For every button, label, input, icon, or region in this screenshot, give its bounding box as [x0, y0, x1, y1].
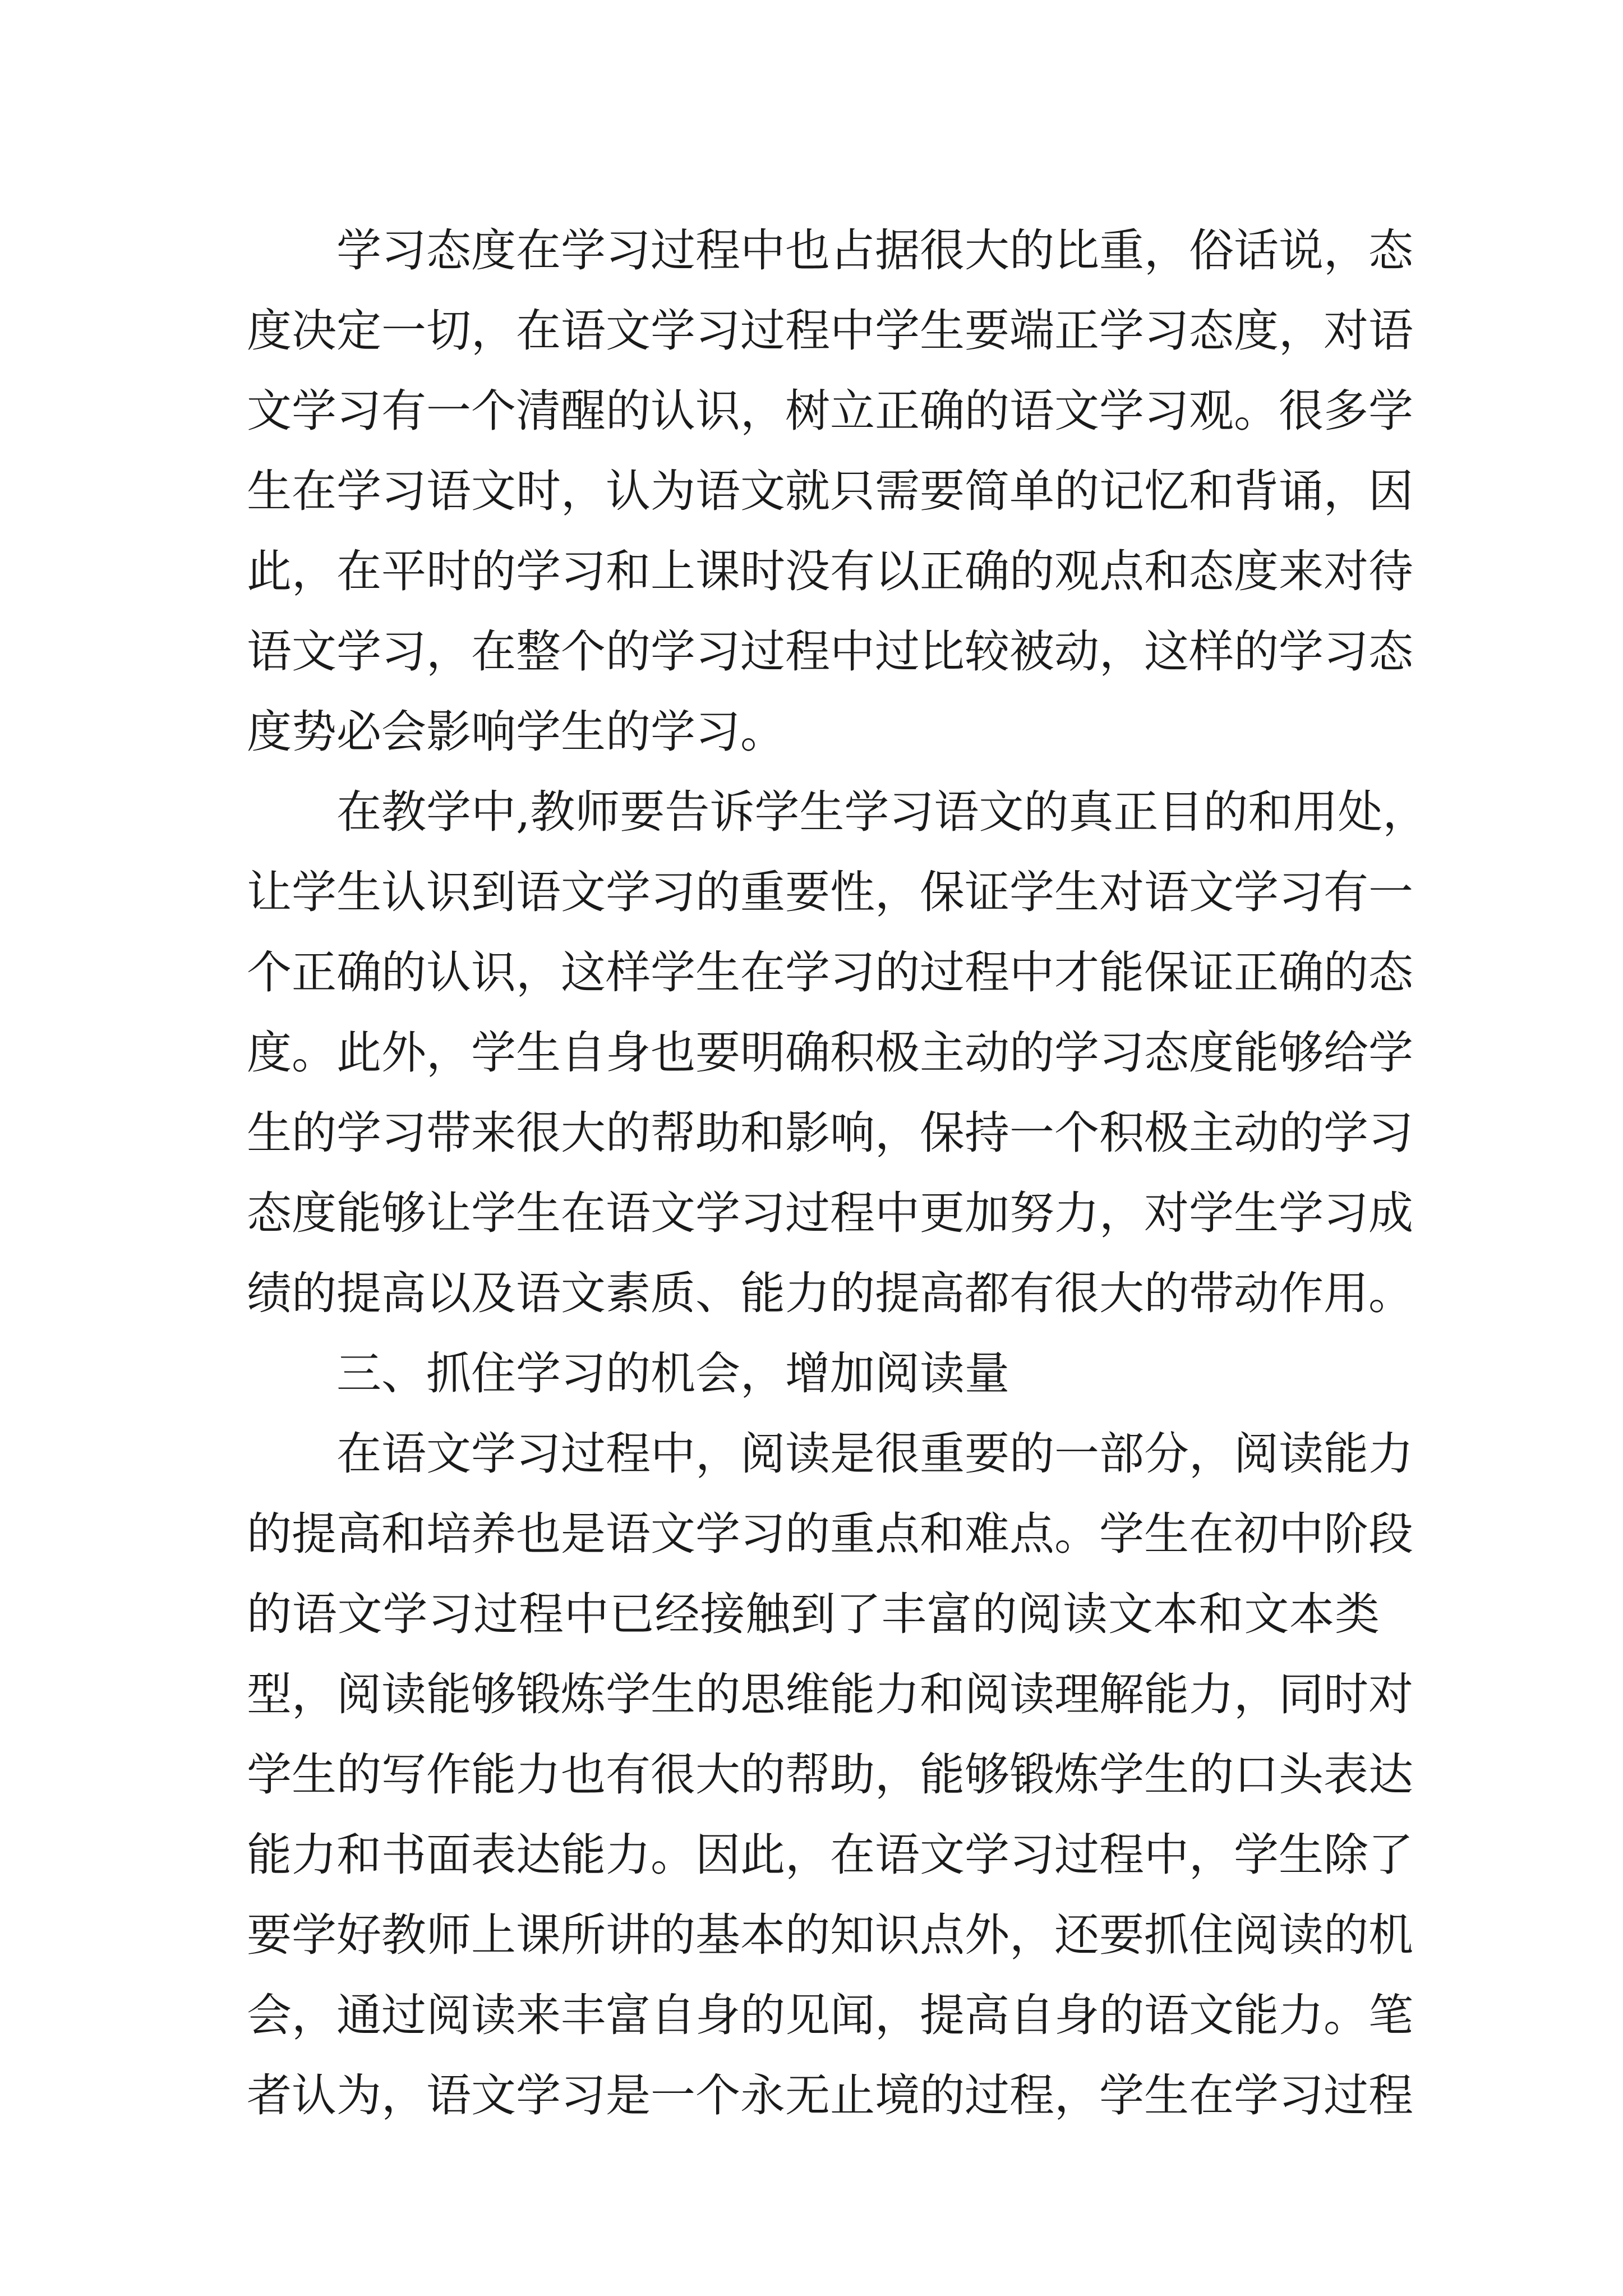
- paragraph-1-line-4: 生在学习语文时，认为语文就只需要简单的记忆和背诵，因: [247, 465, 1413, 517]
- paragraph-2-line-7: 绩的提高以及语文素质、能力的提高都有很大的带动作用。: [247, 1267, 1413, 1319]
- section-heading: 三、抓住学习的机会，增加阅读量: [336, 1347, 1009, 1400]
- paragraph-3-line-8: 会，通过阅读来丰富自身的见闻，提高自身的语文能力。笔: [247, 1989, 1413, 2041]
- paragraph-1-line-3: 文学习有一个清醒的认识，树立正确的语文学习观。很多学: [247, 385, 1413, 437]
- paragraph-2-line-2: 让学生认识到语文学习的重要性，保证学生对语文学习有一: [247, 866, 1413, 918]
- paragraph-2-line-3: 个正确的认识，这样学生在学习的过程中才能保证正确的态: [247, 946, 1413, 999]
- paragraph-3-line-4: 型，阅读能够锻炼学生的思维能力和阅读理解能力，同时对: [247, 1668, 1413, 1720]
- paragraph-2-line-5: 生的学习带来很大的帮助和影响，保持一个积极主动的学习: [247, 1107, 1413, 1159]
- paragraph-1-line-7: 度势必会影响学生的学习。: [247, 706, 785, 758]
- paragraph-2-line-1: 在教学中,教师要告诉学生学习语文的真正目的和用处，: [336, 786, 1428, 838]
- paragraph-3-line-9: 者认为，语文学习是一个永无止境的过程，学生在学习过程: [247, 2069, 1413, 2122]
- paragraph-3-line-7: 要学好教师上课所讲的基本的知识点外，还要抓住阅读的机: [247, 1909, 1413, 1961]
- paragraph-2-line-6: 态度能够让学生在语文学习过程中更加努力，对学生学习成: [247, 1187, 1413, 1239]
- paragraph-3-line-5: 学生的写作能力也有很大的帮助，能够锻炼学生的口头表达: [247, 1749, 1413, 1801]
- paragraph-1-line-5: 此，在平时的学习和上课时没有以正确的观点和态度来对待: [247, 545, 1413, 597]
- paragraph-1-line-1: 学习态度在学习过程中也占据很大的比重，俗话说，态: [336, 224, 1413, 277]
- paragraph-1-line-2: 度决定一切，在语文学习过程中学生要端正学习态度，对语: [247, 305, 1413, 357]
- paragraph-3-line-3: 的语文学习过程中已经接触到了丰富的阅读文本和文本类: [247, 1588, 1380, 1640]
- paragraph-3-line-6: 能力和书面表达能力。因此，在语文学习过程中，学生除了: [247, 1829, 1413, 1881]
- paragraph-2-line-4: 度。此外，学生自身也要明确积极主动的学习态度能够给学: [247, 1027, 1413, 1079]
- document-body: [247, 210, 1428, 2136]
- paragraph-3-line-1: 在语文学习过程中，阅读是很重要的一部分，阅读能力: [336, 1428, 1413, 1480]
- paragraph-1-line-6: 语文学习，在整个的学习过程中过比较被动，这样的学习态: [247, 625, 1413, 678]
- paragraph-3-line-2: 的提高和培养也是语文学习的重点和难点。学生在初中阶段: [247, 1508, 1413, 1560]
